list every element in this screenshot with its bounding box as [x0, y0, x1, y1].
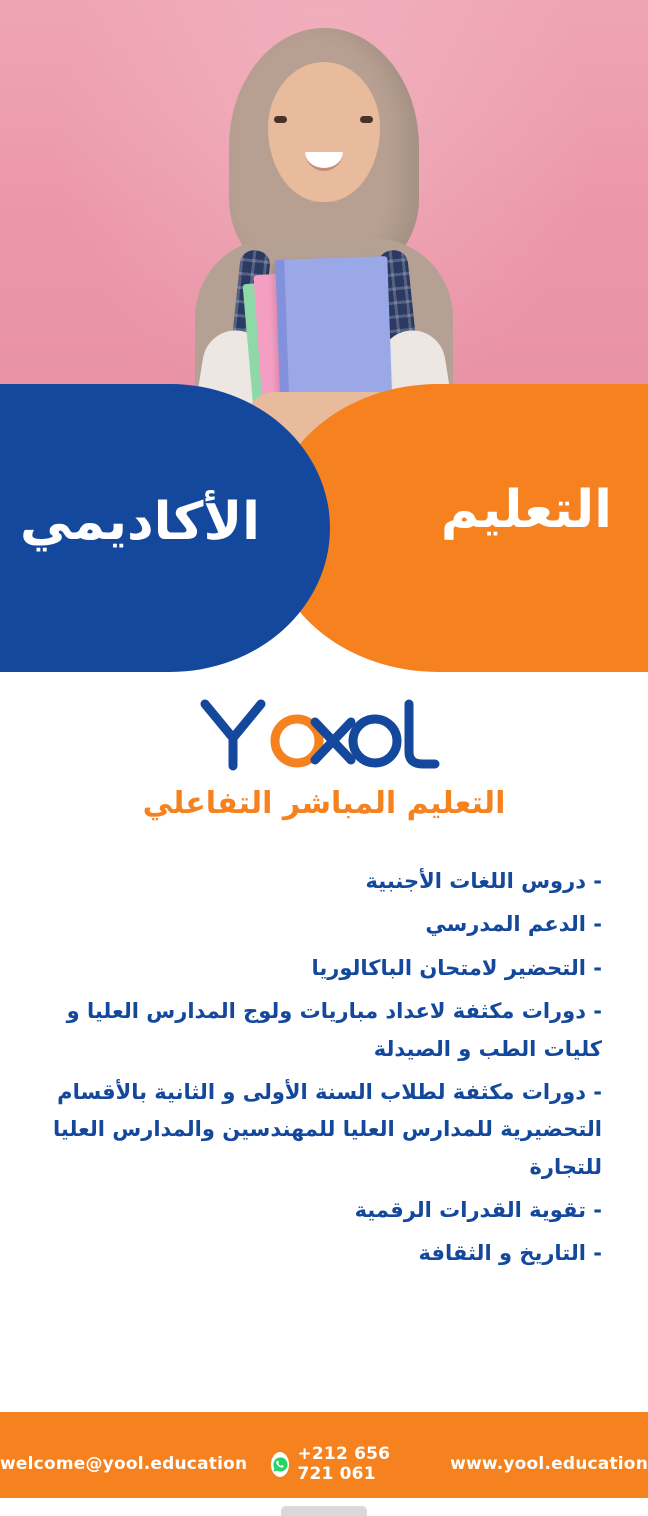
banner-blue-shape — [0, 384, 330, 672]
student-eye-right — [360, 116, 373, 123]
whatsapp-icon — [271, 1452, 289, 1477]
footer-website[interactable]: www.yool.education — [450, 1454, 648, 1474]
footer-email[interactable]: welcome@yool.education — [0, 1454, 248, 1474]
footer-phone-group[interactable] — [271, 1444, 426, 1484]
list-item: - التحضير لامتحان الباكالوريا — [311, 955, 602, 980]
headline-word-left: الأكاديمي — [20, 492, 260, 552]
list-item: - دورات مكثفة لطلاب السنة الأولى و الثانية بالأقسام التحضيرية للمدارس العليا للمهندسين والمدارس العليا للتجارة — [53, 1079, 602, 1179]
brand-logo — [0, 688, 648, 780]
student-eye-left — [274, 116, 287, 123]
list-item: - الدعم المدرسي — [425, 912, 602, 937]
headline-banner — [0, 384, 648, 672]
yool-logo-icon — [199, 694, 449, 774]
footer-phone[interactable]: +212 656 721 061 — [297, 1444, 391, 1484]
stand-notch — [281, 1506, 367, 1516]
content-section — [0, 672, 648, 1412]
list-item: - التاريخ و الثقافة — [418, 1241, 602, 1266]
footer-contact-row — [0, 1444, 648, 1484]
student-face — [268, 62, 380, 202]
list-item: - تقوية القدرات الرقمية — [354, 1198, 602, 1222]
services-list — [46, 863, 602, 1273]
list-item: - دورات مكثفة لاعداد مباريات ولوج المدارس العليا و كليات الطب و الصيدلة — [66, 999, 602, 1061]
headline-word-right: التعليم — [440, 480, 612, 540]
footer-contact-bar — [0, 1412, 648, 1516]
tagline: التعليم المباشر التفاعلي — [142, 786, 506, 821]
list-item: - دروس اللغات الأجنبية — [365, 869, 602, 893]
